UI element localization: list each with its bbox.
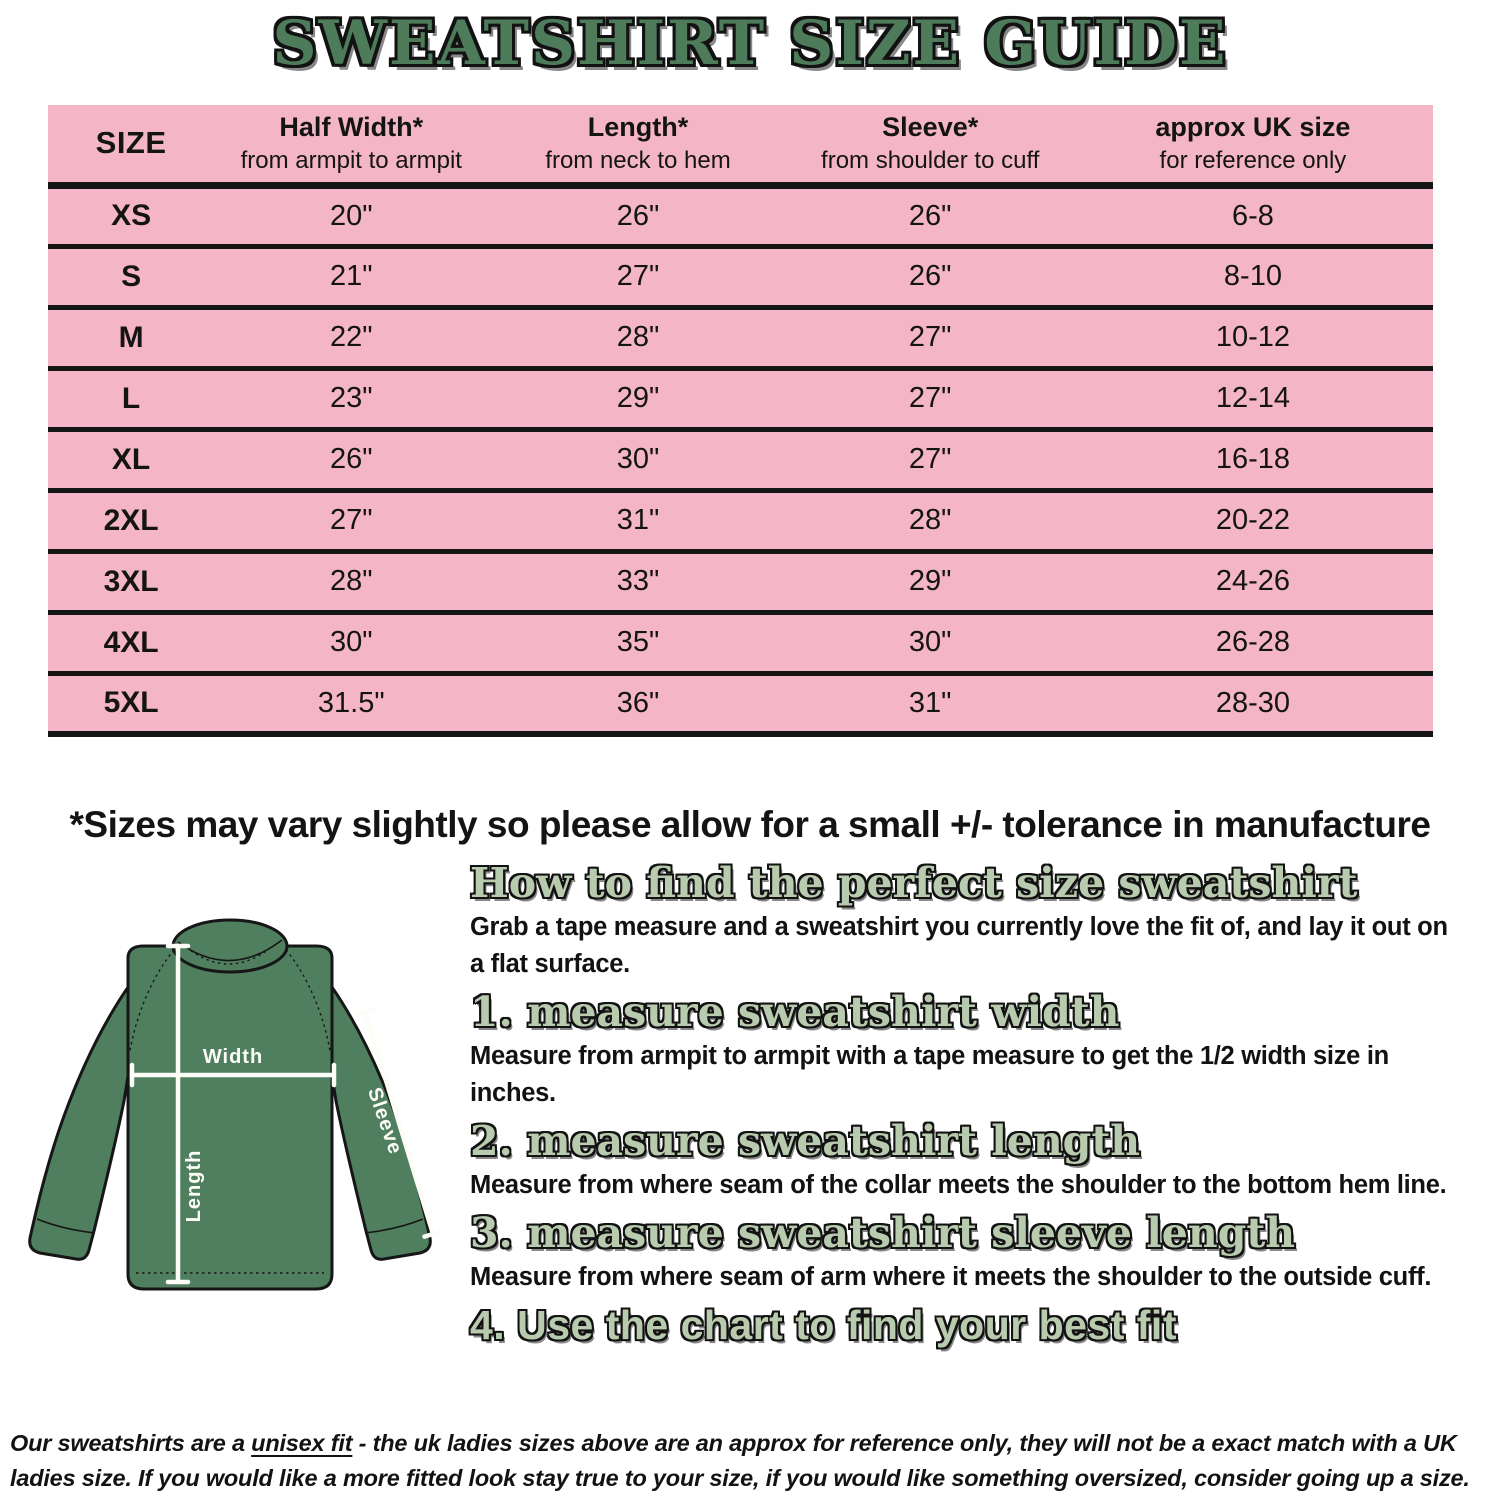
cell-length: 26" [616,199,660,232]
size-table [48,105,1433,737]
cell-sleeve: 31" [908,686,952,719]
length-label: Length [183,1149,205,1223]
page-title: SWEATSHIRT SIZE GUIDE [272,8,1228,79]
col-header-length: Length* from neck to hem [545,111,731,174]
cell-length: 30" [616,443,660,475]
cell-half-width: 23" [330,382,373,414]
cell-uk-size: 8-10 [1223,260,1282,292]
cell-size: 5XL [103,686,159,720]
cell-half-width: 20" [330,199,373,232]
cell-size: 4XL [103,625,159,659]
table-row [48,185,1433,246]
cell-size: XL [111,442,151,476]
sweatshirt-illustration [2,886,482,1416]
col-header-uk-size: approx UK size for reference only [1155,111,1351,174]
cell-length: 33" [616,565,660,597]
step-2-heading: 2. measure sweatshirt length [470,1117,1141,1165]
cell-sleeve: 29" [908,565,952,597]
col-header-size: SIZE [95,125,167,161]
step-1-body: Measure from armpit to armpit with a tape measure to get the 1/2 width size in inches. [470,1042,1389,1107]
cell-half-width: 26" [330,443,373,475]
cell-length: 35" [616,626,660,658]
table-row [48,551,1433,612]
footer-note [10,1426,1490,1497]
table-row [48,246,1433,307]
footer-suffix: - the uk ladies sizes above are an approx for reference only, they will not be a exact match with a UK ladies size. If you would like a more fitted look stay true to your size, if you would like something oversized, consider going up a size. [10,1430,1470,1492]
guide-intro: Grab a tape measure and a sweatshirt you currently love the fit of, and lay it out on a flat surface. [470,913,1448,978]
cell-length: 31" [616,504,660,536]
cell-size: M [118,320,144,354]
cell-sleeve: 26" [908,260,952,292]
step-2-body: Measure from where seam of the collar meets the shoulder to the bottom hem line. [470,1171,1447,1199]
cell-half-width: 22" [330,321,373,353]
tolerance-note: *Sizes may vary slightly so please allow for a small +/- tolerance in manufacture [69,804,1431,845]
shirt-body [128,946,332,1289]
table-row [48,307,1433,368]
cell-size: 3XL [103,564,159,598]
cell-size: L [121,381,141,415]
cell-size: XS [111,199,152,232]
table-row [48,612,1433,673]
cell-uk-size: 20-22 [1215,504,1291,536]
cell-sleeve: 27" [908,443,952,475]
step-4-heading: 4. Use the chart to find your best fit [470,1302,1177,1348]
table-header-row [48,105,1433,185]
step-3-body: Measure from where seam of arm where it meets the shoulder to the outside cuff. [470,1263,1432,1291]
cell-half-width: 30" [330,626,373,658]
cell-length: 36" [616,686,660,719]
cell-length: 29" [616,382,660,414]
col-header-half-width: Half Width* from armpit to armpit [240,111,462,174]
cell-uk-size: 28-30 [1215,686,1291,719]
sleeve-label: Sleeve [362,1084,407,1158]
cell-half-width: 28" [330,565,373,597]
table-row [48,368,1433,429]
cell-sleeve: 26" [908,199,952,232]
table-row [48,490,1433,551]
cell-uk-size: 10-12 [1215,321,1291,353]
cell-uk-size: 24-26 [1215,565,1291,597]
guide-heading: How to find the perfect size sweatshirt [470,859,1358,907]
width-label: Width [202,1046,264,1068]
table-row [48,429,1433,490]
cell-sleeve: 30" [908,626,952,658]
cell-uk-size: 26-28 [1215,626,1291,658]
cell-sleeve: 27" [908,321,952,353]
step-1-heading: 1. measure sweatshirt width [470,988,1120,1036]
table-row [48,673,1433,734]
cell-uk-size: 6-8 [1231,199,1274,232]
cell-half-width: 31.5" [317,686,385,719]
cell-size: 2XL [103,503,159,537]
how-to-guide [470,860,1455,1348]
cell-uk-size: 16-18 [1215,443,1291,475]
cell-half-width: 27" [330,504,373,536]
footer-underlined-text: unisex fit [251,1430,353,1456]
col-header-sleeve: Sleeve* from shoulder to cuff [821,111,1040,174]
cell-half-width: 21" [330,260,373,292]
cell-uk-size: 12-14 [1215,382,1291,414]
cell-size: S [121,259,142,293]
step-3-heading: 3. measure sweatshirt sleeve length [470,1209,1296,1257]
cell-length: 28" [616,321,660,353]
cell-sleeve: 28" [908,504,952,536]
footer-prefix: Our sweatshirts are a [10,1430,252,1456]
cell-length: 27" [616,260,660,292]
cell-sleeve: 27" [908,382,952,414]
